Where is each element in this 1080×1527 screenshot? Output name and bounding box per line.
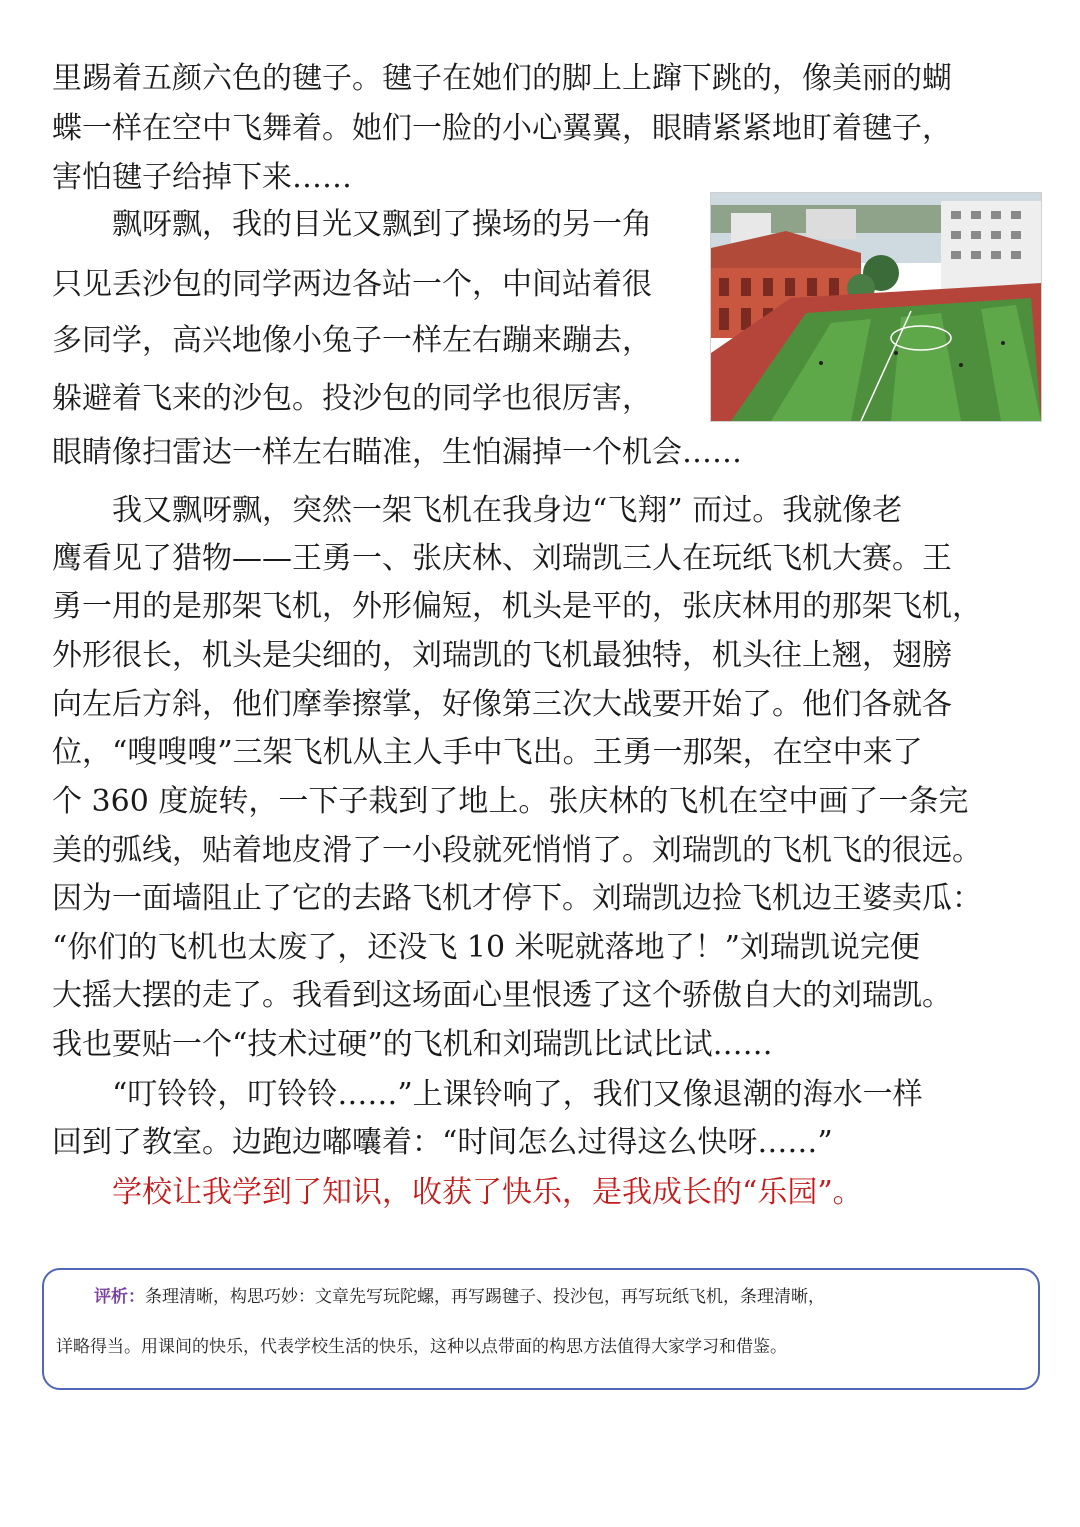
essay-line: 蝶一样在空中飞舞着。她们一脸的小心翼翼，眼睛紧紧地盯着毽子， xyxy=(52,111,952,146)
essay-line: 眼睛像扫雷达一样左右瞄准，生怕漏掉一个机会…… xyxy=(52,435,742,470)
review-box xyxy=(42,1268,1040,1390)
essay-line: 外形很长，机头是尖细的，刘瑞凯的飞机最独特，机头往上翘，翅膀 xyxy=(52,638,952,673)
essay-line: 躲避着飞来的沙包。投沙包的同学也很厉害， xyxy=(52,381,652,416)
essay-line: 我又飘呀飘，突然一架飞机在我身边“飞翔” 而过。我就像老 xyxy=(52,493,903,528)
essay-line: 美的弧线，贴着地皮滑了一小段就死悄悄了。刘瑞凯的飞机飞的很远。 xyxy=(52,833,982,868)
essay-line: “叮铃铃，叮铃铃……”上课铃响了，我们又像退潮的海水一样 xyxy=(52,1077,923,1112)
essay-conclusion: 学校让我学到了知识，收获了快乐，是我成长的“乐园”。 xyxy=(52,1175,863,1210)
essay-line: 因为一面墙阻止了它的去路飞机才停下。刘瑞凯边捡飞机边王婆卖瓜： xyxy=(52,881,982,916)
essay-line: 多同学，高兴地像小兔子一样左右蹦来蹦去， xyxy=(52,323,652,358)
review-text-2: 详略得当。用课间的快乐，代表学校生活的快乐，这种以点带面的构思方法值得大家学习和借鉴。 xyxy=(56,1337,787,1357)
essay-line: 飘呀飘，我的目光又飘到了操场的另一角 xyxy=(52,207,652,242)
essay-line: 只见丢沙包的同学两边各站一个，中间站着很 xyxy=(52,267,652,302)
essay-line: “你们的飞机也太废了，还没飞 10 米呢就落地了！”刘瑞凯说完便 xyxy=(52,930,920,965)
essay-line: 害怕毽子给掉下来…… xyxy=(52,160,352,195)
essay-line: 里踢着五颜六色的毽子。毽子在她们的脚上上蹿下跳的，像美丽的蝴 xyxy=(52,61,952,96)
review-text-1: 条理清晰，构思巧妙：文章先写玩陀螺，再写踢毽子、投沙包，再写玩纸飞机，条理清晰， xyxy=(145,1287,825,1307)
essay-line: 我也要贴一个“技术过硬”的飞机和刘瑞凯比试比试…… xyxy=(52,1027,773,1062)
review-label: 评析： xyxy=(94,1287,145,1307)
essay-line: 勇一用的是那架飞机，外形偏短，机头是平的，张庆林用的那架飞机， xyxy=(52,589,982,624)
review-line-1 xyxy=(56,1282,1064,1312)
essay-line: 大摇大摆的走了。我看到这场面心里恨透了这个骄傲自大的刘瑞凯。 xyxy=(52,978,952,1013)
essay-line: 回到了教室。边跑边嘟囔着：“时间怎么过得这么快呀……” xyxy=(52,1125,833,1160)
essay-line: 个 360 度旋转，一下子栽到了地上。张庆林的飞机在空中画了一条完 xyxy=(52,784,969,819)
essay-line: 鹰看见了猎物——王勇一、张庆林、刘瑞凯三人在玩纸飞机大赛。王 xyxy=(52,541,952,576)
essay-line: 向左后方斜，他们摩拳擦掌，好像第三次大战要开始了。他们各就各 xyxy=(52,687,952,722)
essay-line: 位，“嗖嗖嗖”三架飞机从主人手中飞出。王勇一那架，在空中来了 xyxy=(52,735,923,770)
school-playground-photo xyxy=(710,192,1042,422)
